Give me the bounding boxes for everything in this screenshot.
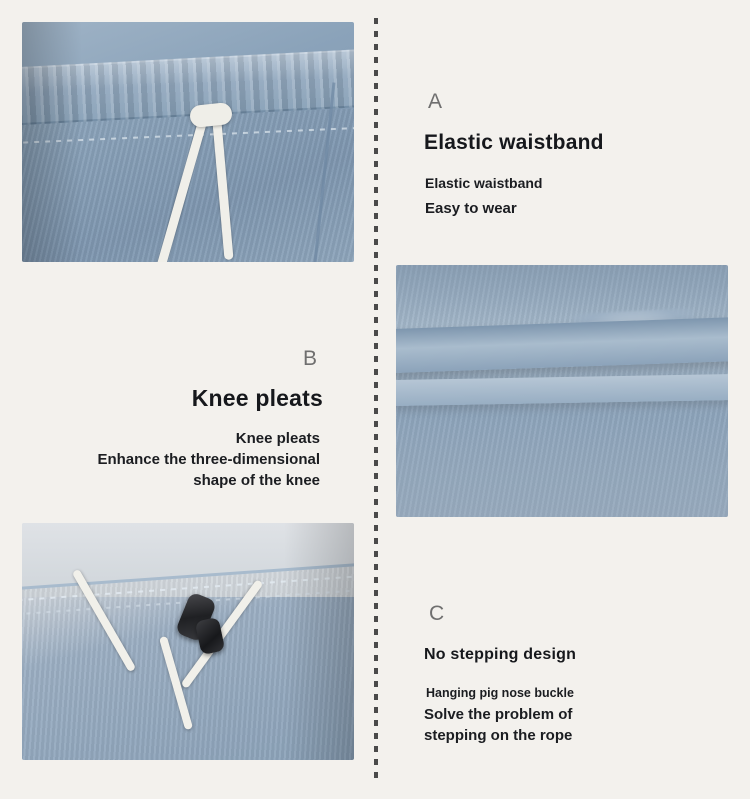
feature-heading-a: Elastic waistband — [424, 131, 604, 154]
denim-knee-pleat-illustration — [396, 265, 728, 517]
photo-cord-lock-buckle — [22, 523, 354, 760]
feature-letter-c: C — [429, 602, 446, 625]
denim-hem-cordlock-illustration — [22, 523, 354, 760]
feature-sub3-b: shape of the knee — [193, 472, 320, 489]
feature-sub3-c: stepping on the rope — [424, 727, 573, 744]
denim-waistband-illustration — [22, 22, 354, 262]
feature-sub1-a: Elastic waistband — [425, 175, 543, 191]
feature-sub2-b: Enhance the three-dimensional — [97, 451, 320, 468]
feature-sub2-c: Solve the problem of — [424, 706, 573, 723]
feature-sub1-b: Knee pleats — [235, 430, 320, 447]
feature-letter-b: B — [303, 347, 319, 370]
vertical-dotted-divider — [374, 18, 378, 781]
feature-heading-c: No stepping design — [424, 646, 577, 663]
feature-heading-b: Knee pleats — [191, 385, 323, 411]
photo-elastic-waistband — [22, 22, 354, 262]
feature-letter-a: A — [428, 90, 444, 113]
feature-sub2-a: Easy to wear — [425, 200, 517, 217]
feature-sub1-c: Hanging pig nose buckle — [426, 686, 574, 700]
photo-knee-pleats — [396, 265, 728, 517]
